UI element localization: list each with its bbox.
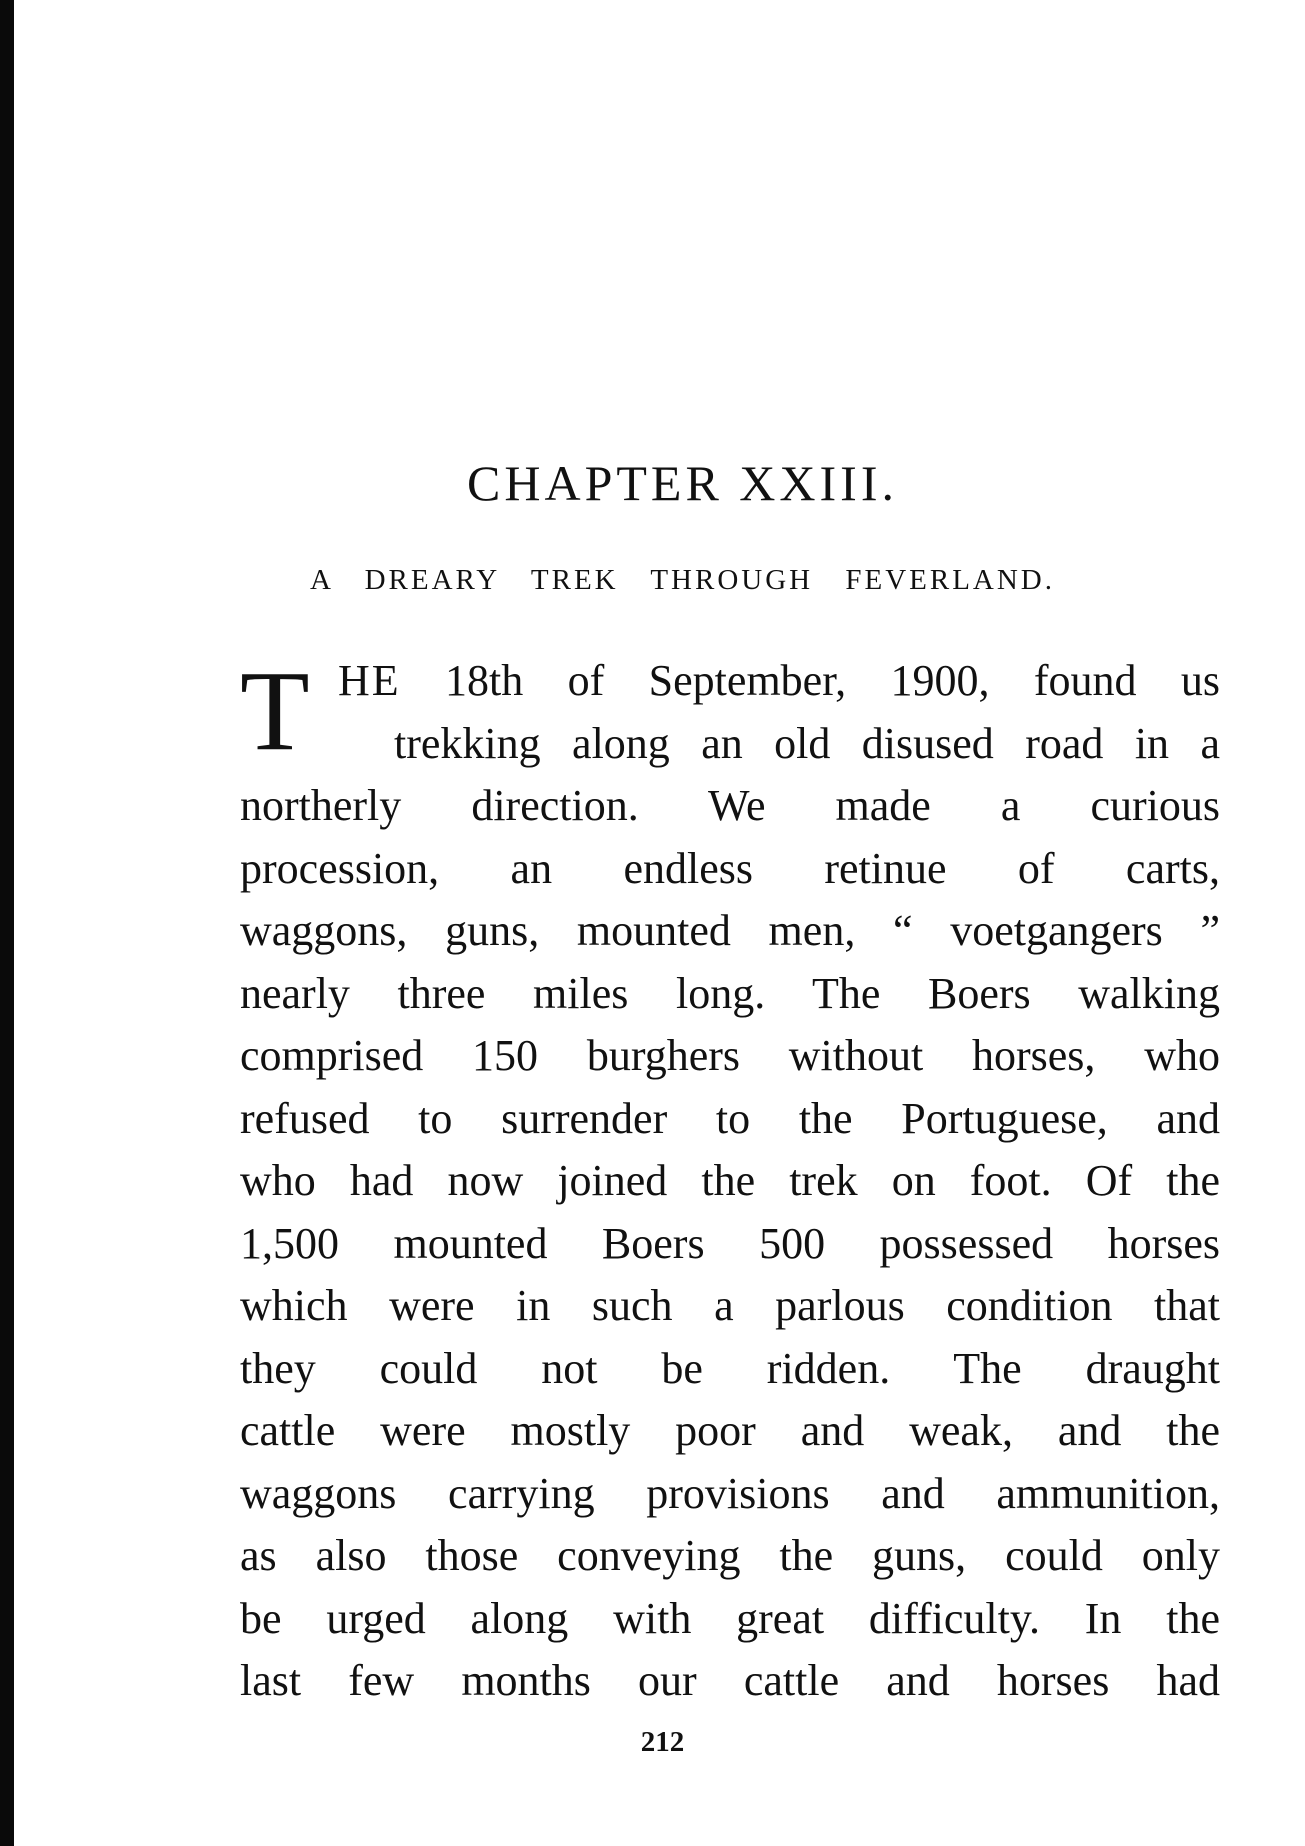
chapter-title: CHAPTER XXIII. [467, 455, 898, 511]
first-line-text: 18th of September, 1900, found us [445, 656, 1220, 705]
text-line: waggons, guns, mounted men, “ voetgangers ” [240, 906, 1220, 955]
text-line: which were in such a parlous condition that [240, 1281, 1220, 1330]
page-number: 212 [640, 1726, 685, 1758]
text-line: waggons carrying provisions and ammunition, [240, 1468, 1220, 1518]
text-line: northerly direction. We made a curious [240, 781, 1220, 830]
text-line: cattle were mostly poor and weak, and the [240, 1406, 1220, 1455]
first-line [240, 650, 1220, 713]
text-line: last few months our cattle and horses had [240, 1656, 1220, 1705]
chapter-subtitle: A DREARY TREK THROUGH FEVERLAND. [310, 564, 1055, 596]
text-line: refused to surrender to the Portuguese, and [240, 1093, 1220, 1143]
first-line-caps: HE [338, 656, 401, 705]
text-line: be urged along with great difficulty. In the [240, 1593, 1220, 1643]
text-line: as also those conveying the guns, could only [240, 1531, 1220, 1580]
text-line: who had now joined the trek on foot. Of the [240, 1156, 1220, 1205]
drop-cap: T [240, 647, 310, 774]
text-line: comprised 150 burghers without horses, who [240, 1031, 1220, 1080]
text-line: trekking along an old disused road in a [394, 718, 1220, 768]
text-line: procession, an endless retinue of carts, [240, 843, 1220, 893]
text-line: 1,500 mounted Boers 500 possessed horses [240, 1218, 1220, 1268]
body-text [240, 647, 1220, 1713]
text-line: they could not be ridden. The draught [240, 1343, 1220, 1393]
binding-edge [0, 0, 14, 1846]
text-line: nearly three miles long. The Boers walking [240, 968, 1220, 1018]
